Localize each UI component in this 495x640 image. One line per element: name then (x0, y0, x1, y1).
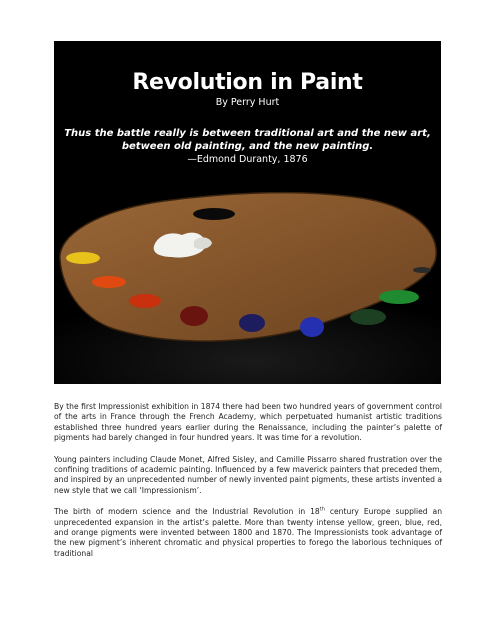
paragraph-3-rest: century Europe supplied an unprecedented expansion in the artist’s palette. More than twenty intense yellow, green, blue, red, and orange pigments were invented between 1800 and 1870. The Impressionists took advantage of the new pigment’s inherent chromatic and physical properties to forego the laborious techniques of traditional (54, 507, 443, 558)
article-body (54, 402, 442, 570)
orange-paint-dab (92, 276, 126, 288)
ordinal-suffix: th (319, 506, 325, 513)
thumb-hole (193, 208, 235, 220)
crimson-paint-dab (180, 306, 208, 326)
article-title: Revolution in Paint (132, 70, 363, 95)
yellow-paint-dab (66, 252, 100, 264)
paragraph-2: Young painters including Claude Monet, Alfred Sisley, and Camille Pissarro shared frustration over the confining traditions of academic painting. Influenced by a few maverick painters that preceded them, and inspired by an unprecedented number of newly invented paint pigments, these artists invented a new style that we call ‘Impressionism’. (54, 454, 442, 495)
red-paint-dab (129, 294, 161, 308)
black-paint-dab (413, 267, 431, 273)
blue-paint-dab (300, 317, 324, 337)
byline: By Perry Hurt (215, 97, 280, 108)
green-paint-dab (379, 290, 419, 304)
epigraph-attribution: —Edmond Duranty, 1876 (187, 154, 308, 165)
paragraph-3 (54, 507, 442, 559)
paragraph-1: By the first Impressionist exhibition in 1874 there had been two hundred years of government control of the arts in France through the French Academy, which perpetuated humanist artistic traditions established three hundred years earlier during the Renaissance, including the painter’s palette of pigments had barely changed in four hundred years. It was time for a revolution. (54, 402, 442, 443)
dark-violet-paint-dab (239, 314, 265, 332)
hero-image (54, 41, 441, 384)
dark-green-paint-dab (350, 309, 386, 325)
paragraph-3-start: The birth of modern science and the Industrial Revolution in 18 (54, 507, 320, 517)
epigraph-quote: Thus the battle really is between traditional art and the new art, between old painting, and the new painting. (64, 128, 431, 152)
